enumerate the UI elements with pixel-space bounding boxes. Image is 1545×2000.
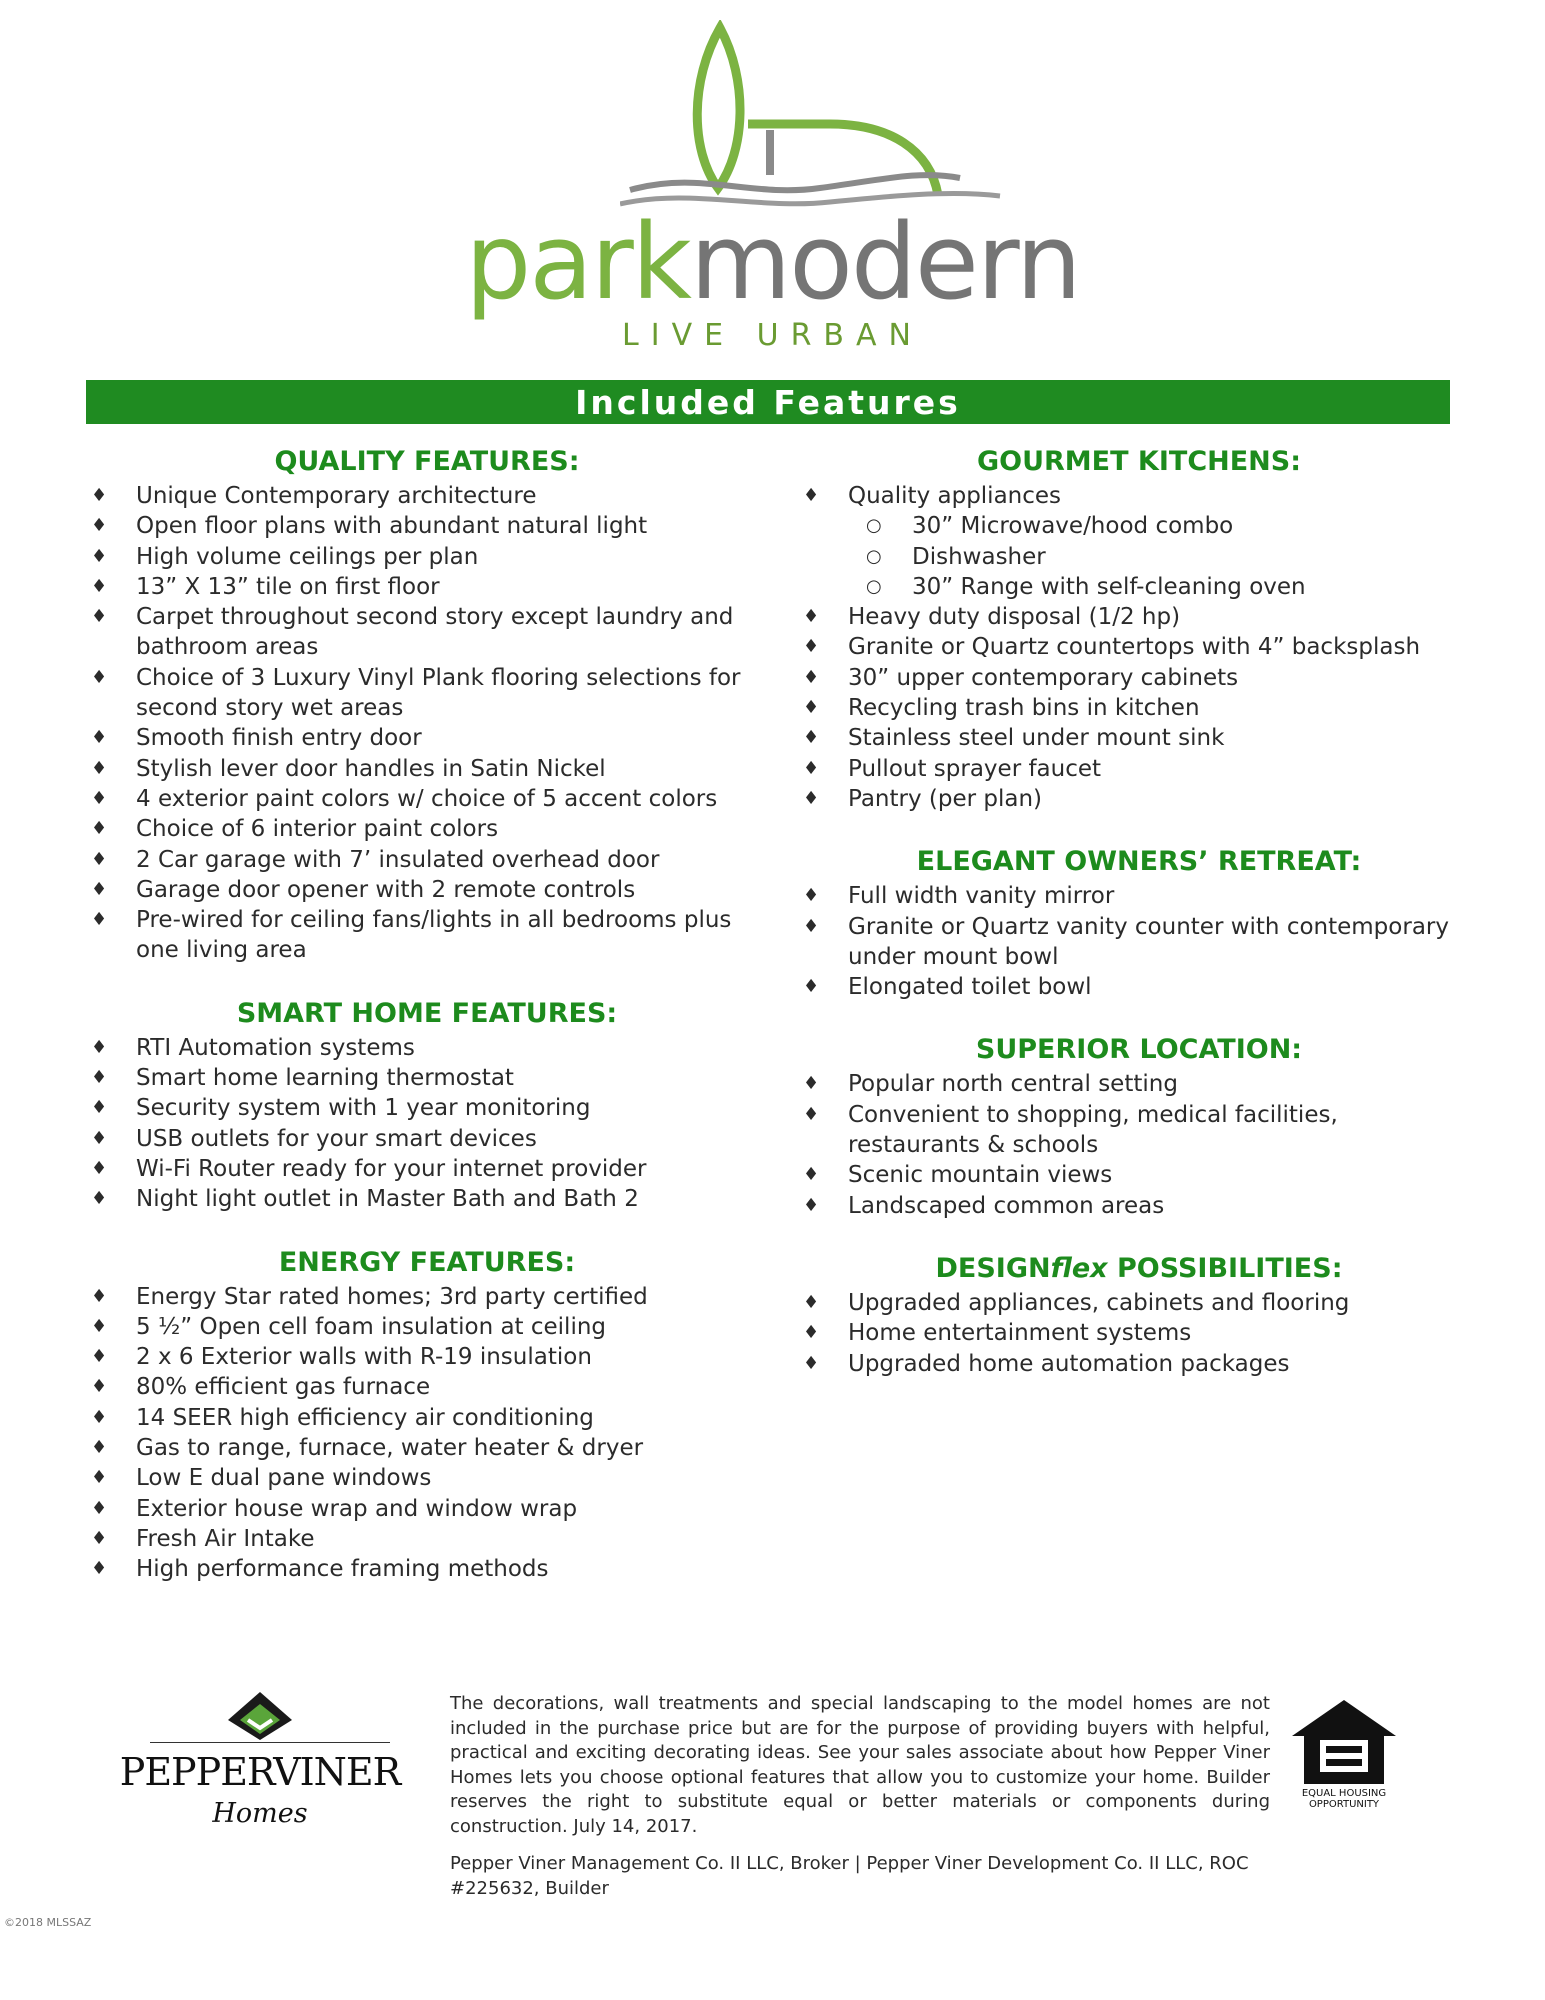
- diamond-bullet-icon: ♦: [803, 885, 820, 907]
- list-item: [800, 632, 1460, 662]
- section-title: SMART HOME FEATURES:: [236, 997, 618, 1029]
- item-text: Low E dual pane windows: [136, 1465, 432, 1492]
- feature-section: [88, 998, 748, 1215]
- feature-list: [800, 1288, 1460, 1379]
- feature-list: [88, 481, 748, 966]
- circle-bullet-icon: ○: [866, 515, 882, 537]
- eho-line-1: EQUAL HOUSING: [1301, 1788, 1387, 1799]
- item-text: Stainless steel under mount sink: [848, 725, 1225, 752]
- title-design: DESIGN: [935, 1252, 1051, 1284]
- eho-line-2: OPPORTUNITY: [1308, 1799, 1380, 1810]
- brand-name: [0, 201, 1545, 323]
- list-item: [88, 1312, 748, 1342]
- diamond-bullet-icon: ♦: [803, 606, 820, 628]
- diamond-bullet-icon: ♦: [91, 878, 108, 900]
- item-text: Upgraded home automation packages: [848, 1350, 1290, 1377]
- list-item: [88, 723, 748, 753]
- list-item: [800, 754, 1460, 784]
- builder-sub: Homes: [212, 1798, 308, 1829]
- broker-text: Pepper Viner Management Co. II LLC, Broker | Pepper Viner Development Co. II LLC, ROC #225632, Builder: [450, 1853, 1249, 1899]
- diamond-bullet-icon: ♦: [91, 757, 108, 779]
- item-text: Exterior house wrap and window wrap: [136, 1495, 578, 1522]
- list-item: [88, 905, 748, 966]
- item-text: RTI Automation systems: [136, 1034, 415, 1061]
- list-item: [88, 845, 748, 875]
- list-item: [88, 542, 748, 572]
- list-item: [800, 784, 1460, 814]
- item-text: 2 x 6 Exterior walls with R-19 insulation: [136, 1344, 592, 1371]
- item-text: High performance framing methods: [136, 1556, 549, 1583]
- item-text: Scenic mountain views: [848, 1162, 1113, 1189]
- feature-section: [800, 1034, 1460, 1220]
- diamond-bullet-icon: ♦: [91, 606, 108, 628]
- list-item: [88, 754, 748, 784]
- section-title: ENERGY FEATURES:: [278, 1246, 576, 1278]
- list-item: [800, 912, 1460, 973]
- list-item: [88, 875, 748, 905]
- item-text: Pre-wired for ceiling fans/lights in all bedrooms plus one living area: [136, 907, 732, 964]
- eho-caption: [1288, 1788, 1400, 1810]
- diamond-bullet-icon: ♦: [803, 1103, 820, 1125]
- list-item: [88, 572, 748, 602]
- item-text: Landscaped common areas: [848, 1192, 1165, 1219]
- feature-list: [88, 1282, 748, 1585]
- feature-list: [800, 481, 1460, 511]
- list-item: [88, 663, 748, 724]
- diamond-bullet-icon: ♦: [803, 697, 820, 719]
- diamond-bullet-icon: ♦: [803, 787, 820, 809]
- diamond-bullet-icon: ♦: [91, 1067, 108, 1089]
- list-item: [88, 814, 748, 844]
- right-sections: [800, 846, 1460, 1221]
- diamond-bullet-icon: ♦: [91, 1036, 108, 1058]
- diamond-bullet-icon: ♦: [91, 1157, 108, 1179]
- list-item: [88, 1342, 748, 1372]
- item-text: Energy Star rated homes; 3rd party certified: [136, 1283, 648, 1310]
- feature-section: [800, 846, 1460, 1002]
- item-text: Heavy duty disposal (1/2 hp): [848, 604, 1181, 631]
- designflex-section: [800, 1253, 1460, 1379]
- item-text: Full width vanity mirror: [848, 883, 1115, 910]
- disclaimer-text: The decorations, wall treatments and special landscaping to the model homes are not included in the purchase price but are for the purpose of providing buyers with helpful, practical and exciting decorating ideas. See your sales associate about how Pepper Viner Homes lets you choose optional features that allow you to customize your home. Builder reserves the right to substitute equal or better materials or components during construction. July 14, 2017.: [450, 1693, 1270, 1837]
- list-item: [88, 1463, 748, 1493]
- diamond-bullet-icon: ♦: [91, 515, 108, 537]
- title-possibilities: POSSIBILITIES:: [1107, 1252, 1343, 1284]
- item-text: Granite or Quartz countertops with 4” backsplash: [848, 634, 1421, 661]
- list-item: [88, 1494, 748, 1524]
- feature-section: [88, 446, 748, 966]
- brand-part-park: park: [465, 201, 690, 323]
- diamond-bullet-icon: ♦: [91, 1315, 108, 1337]
- diamond-bullet-icon: ♦: [803, 1073, 820, 1095]
- feature-list: [88, 1033, 748, 1215]
- item-text: Garage door opener with 2 remote controls: [136, 876, 636, 903]
- item-text: 4 exterior paint colors w/ choice of 5 accent colors: [136, 785, 718, 812]
- divider: [150, 1742, 390, 1743]
- circle-bullet-icon: ○: [866, 545, 882, 567]
- list-item: [800, 1349, 1460, 1379]
- diamond-bullet-icon: ♦: [803, 1352, 820, 1374]
- item-text: 80% efficient gas furnace: [136, 1374, 431, 1401]
- item-text: Open floor plans with abundant natural light: [136, 513, 648, 540]
- item-text: Stylish lever door handles in Satin Nickel: [136, 755, 606, 782]
- item-text: 30” Range with self-cleaning oven: [912, 573, 1306, 600]
- feature-list: [800, 881, 1460, 1002]
- item-text: Granite or Quartz vanity counter with contemporary under mount bowl: [848, 913, 1449, 970]
- list-item: [800, 511, 1460, 541]
- list-item: [88, 784, 748, 814]
- diamond-bullet-icon: ♦: [91, 1437, 108, 1459]
- list-item: [800, 542, 1460, 572]
- diamond-bullet-icon: ♦: [91, 1558, 108, 1580]
- equal-housing-icon: [1288, 1696, 1400, 1788]
- item-text: Home entertainment systems: [848, 1320, 1192, 1347]
- diamond-bullet-icon: ♦: [803, 915, 820, 937]
- leaf-and-arch-icon: [620, 20, 1040, 220]
- item-text: Night light outlet in Master Bath and Bath 2: [136, 1186, 639, 1213]
- diamond-bullet-icon: ♦: [803, 1291, 820, 1313]
- diamond-bullet-icon: ♦: [91, 1376, 108, 1398]
- diamond-bullet-icon: ♦: [803, 636, 820, 658]
- diamond-bullet-icon: ♦: [91, 818, 108, 840]
- item-text: 2 Car garage with 7’ insulated overhead door: [136, 846, 660, 873]
- item-text: Upgraded appliances, cabinets and flooring: [848, 1289, 1350, 1316]
- list-item: [800, 1318, 1460, 1348]
- diamond-bullet-icon: ♦: [91, 1188, 108, 1210]
- feature-list: [800, 602, 1460, 814]
- item-text: Popular north central setting: [848, 1071, 1178, 1098]
- list-item: [800, 1069, 1460, 1099]
- diamond-bullet-icon: ♦: [91, 1497, 108, 1519]
- diamond-bullet-icon: ♦: [803, 1164, 820, 1186]
- diamond-bullet-icon: ♦: [91, 545, 108, 567]
- diamond-bullet-icon: ♦: [91, 1467, 108, 1489]
- list-item: [88, 1154, 748, 1184]
- diamond-bullet-icon: ♦: [91, 1527, 108, 1549]
- list-item: [88, 1033, 748, 1063]
- item-text: Security system with 1 year monitoring: [136, 1095, 591, 1122]
- diamond-bullet-icon: ♦: [91, 848, 108, 870]
- item-text: Elongated toilet bowl: [848, 974, 1092, 1001]
- item-text: High volume ceilings per plan: [136, 543, 479, 570]
- tagline: LIVE URBAN: [622, 318, 923, 353]
- list-item: [88, 1184, 748, 1214]
- diamond-bullet-icon: ♦: [803, 1194, 820, 1216]
- diamond-bullet-icon: ♦: [91, 485, 108, 506]
- diamond-bullet-icon: ♦: [91, 1406, 108, 1428]
- item-text: Choice of 6 interior paint colors: [136, 816, 499, 843]
- appliance-sublist: [800, 511, 1460, 602]
- item-text: 14 SEER high efficiency air conditioning: [136, 1404, 594, 1431]
- diamond-bullet-icon: ♦: [803, 666, 820, 688]
- included-features-banner: Included Features: [86, 380, 1450, 424]
- feature-section: [88, 1247, 748, 1585]
- item-text: 30” Microwave/hood combo: [912, 513, 1234, 540]
- copyright: ©2018 MLSSAZ: [4, 1916, 92, 1929]
- pepper-viner-logo: [110, 1690, 410, 1830]
- equal-housing-logo: [1288, 1696, 1400, 1816]
- list-item: [800, 723, 1460, 753]
- list-item: [88, 602, 748, 663]
- item-text: Unique Contemporary architecture: [136, 483, 537, 509]
- diamond-bullet-icon: ♦: [91, 666, 108, 688]
- item-text: 13” X 13” tile on first floor: [136, 573, 440, 600]
- item-text: Convenient to shopping, medical facilities, restaurants & schools: [848, 1101, 1338, 1159]
- list-item: [88, 1403, 748, 1433]
- circle-bullet-icon: ○: [866, 575, 882, 597]
- diamond-bullet-icon: ♦: [91, 1346, 108, 1368]
- item-text: Wi-Fi Router ready for your internet provider: [136, 1155, 647, 1182]
- house-diamond-icon: [220, 1690, 300, 1742]
- item-text: Gas to range, furnace, water heater & dryer: [136, 1435, 644, 1462]
- item-text: Pantry (per plan): [848, 785, 1043, 812]
- section-title: [800, 1253, 1460, 1284]
- diamond-bullet-icon: ♦: [91, 909, 108, 931]
- diamond-bullet-icon: ♦: [803, 1322, 820, 1344]
- item-text: 30” upper contemporary cabinets: [848, 664, 1239, 691]
- list-item: [800, 693, 1460, 723]
- diamond-bullet-icon: ♦: [91, 1285, 108, 1307]
- list-item: [88, 1433, 748, 1463]
- item-text: Pullout sprayer faucet: [848, 755, 1102, 782]
- brand-part-modern: modern: [689, 201, 1080, 323]
- item-text: Smart home learning thermostat: [136, 1065, 514, 1092]
- list-item: [88, 1063, 748, 1093]
- item-text: Smooth finish entry door: [136, 725, 422, 752]
- item-text: Choice of 3 Luxury Vinyl Plank flooring selections for second story wet areas: [136, 664, 741, 722]
- list-item: [800, 1288, 1460, 1318]
- list-item: [800, 572, 1460, 602]
- diamond-bullet-icon: ♦: [91, 1127, 108, 1149]
- section-title: SUPERIOR LOCATION:: [975, 1034, 1303, 1066]
- list-item: [88, 1093, 748, 1123]
- list-item: [88, 1524, 748, 1554]
- list-item: [88, 1282, 748, 1312]
- builder-name: PEPPERVINER: [119, 1750, 401, 1794]
- diamond-bullet-icon: ♦: [91, 727, 108, 749]
- list-item: [88, 1124, 748, 1154]
- list-item: [800, 602, 1460, 632]
- list-item: [88, 1372, 748, 1402]
- left-column: [88, 446, 748, 1617]
- item-text: Dishwasher: [912, 543, 1046, 570]
- list-item: [800, 972, 1460, 1002]
- diamond-bullet-icon: ♦: [91, 575, 108, 597]
- section-title: ELEGANT OWNERS’ RETREAT:: [916, 846, 1362, 878]
- diamond-bullet-icon: ♦: [803, 976, 820, 998]
- list-item: [800, 1100, 1460, 1161]
- list-item: [800, 1191, 1460, 1221]
- list-item: [800, 1160, 1460, 1190]
- list-item: [88, 1554, 748, 1584]
- item-text: Quality appliances: [848, 483, 1062, 509]
- item-text: Recycling trash bins in kitchen: [848, 695, 1200, 722]
- diamond-bullet-icon: ♦: [803, 757, 820, 779]
- gourmet-kitchens-section: [800, 446, 1460, 814]
- section-title: QUALITY FEATURES:: [274, 446, 580, 477]
- list-item: [800, 663, 1460, 693]
- item-text: Fresh Air Intake: [136, 1525, 315, 1552]
- section-title: GOURMET KITCHENS:: [976, 446, 1302, 477]
- diamond-bullet-icon: ♦: [803, 485, 820, 506]
- diamond-bullet-icon: ♦: [91, 787, 108, 809]
- item-text: USB outlets for your smart devices: [136, 1125, 537, 1152]
- feature-list: [800, 1069, 1460, 1220]
- list-item: [88, 481, 748, 511]
- item-text: Carpet throughout second story except laundry and bathroom areas: [136, 604, 734, 661]
- list-item: [800, 881, 1460, 911]
- list-item: [800, 481, 1460, 511]
- item-text: 5 ½” Open cell foam insulation at ceiling: [136, 1313, 607, 1340]
- diamond-bullet-icon: ♦: [91, 1097, 108, 1119]
- title-flex: flex: [1050, 1252, 1108, 1284]
- header: [0, 0, 1545, 380]
- right-column: [800, 446, 1460, 1411]
- diamond-bullet-icon: ♦: [803, 727, 820, 749]
- list-item: [88, 511, 748, 541]
- left-sections: [88, 446, 748, 1585]
